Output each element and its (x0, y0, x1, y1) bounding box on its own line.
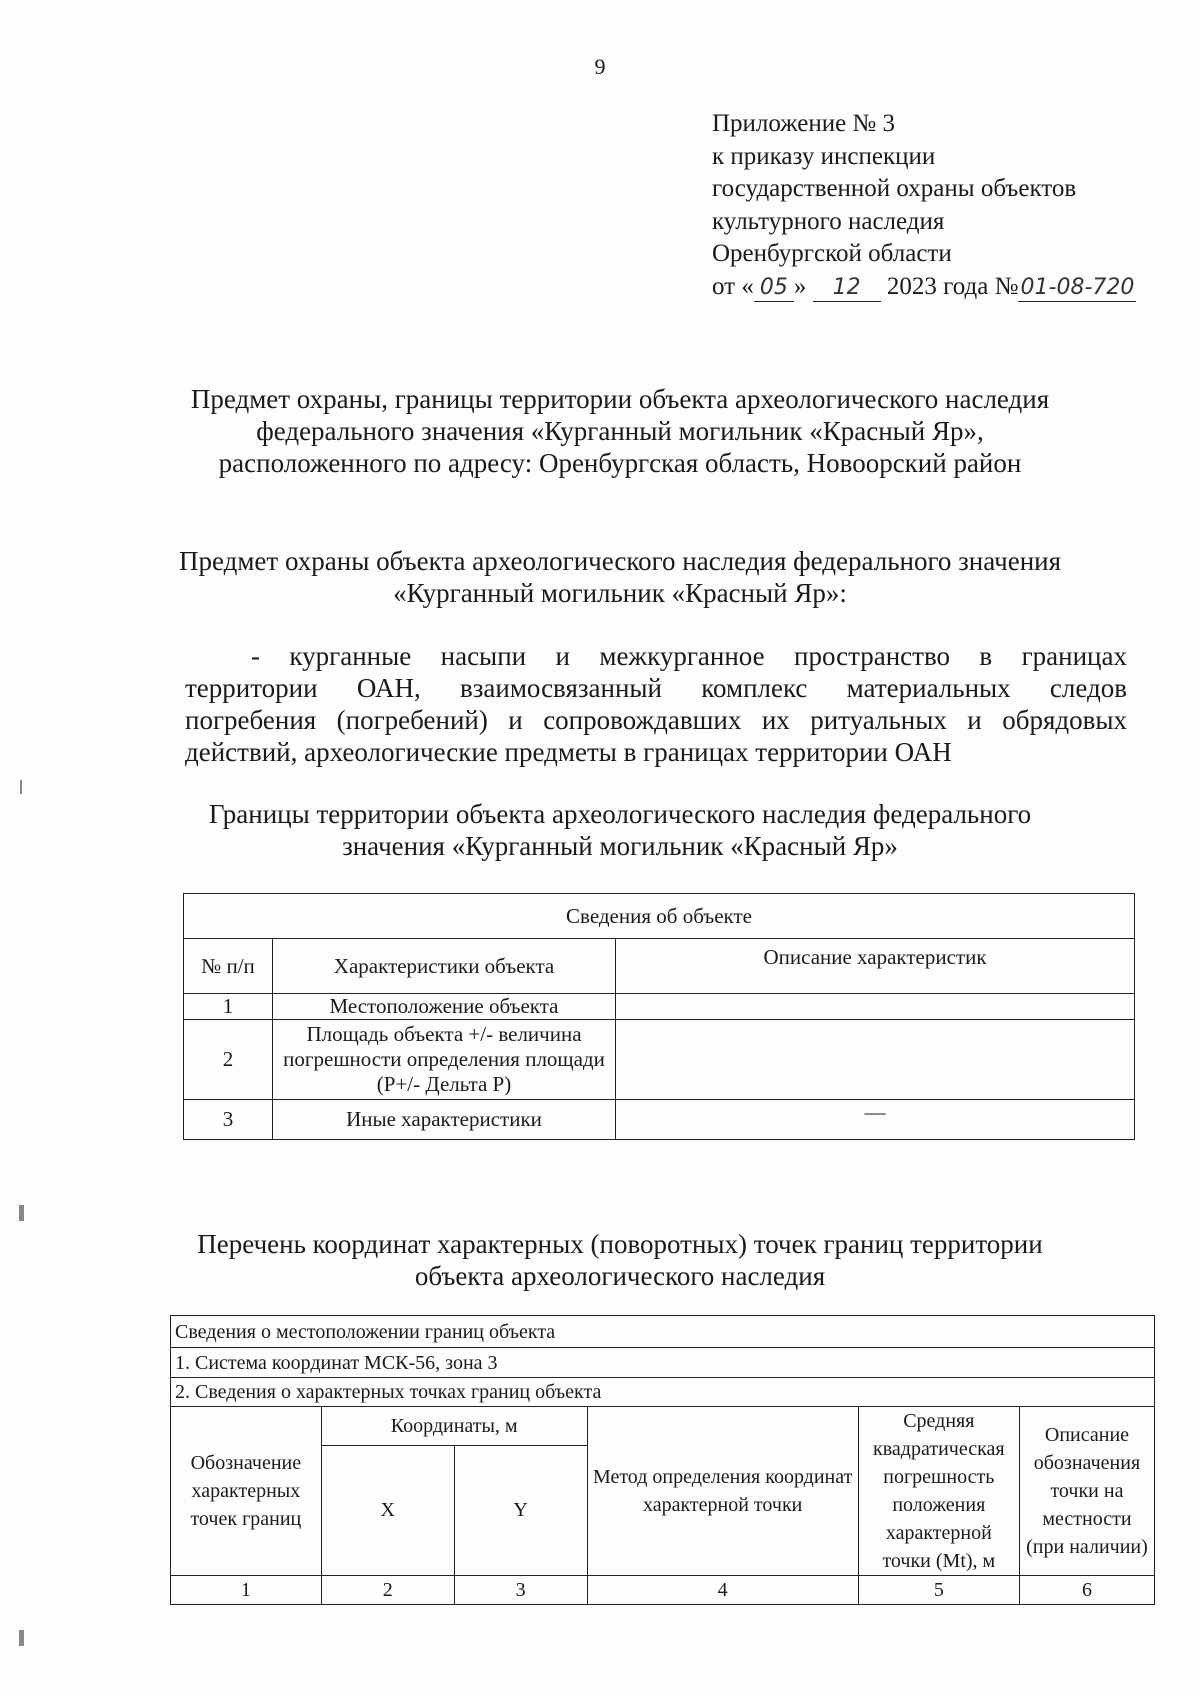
table-cell: 2 (321, 1576, 454, 1605)
appendix-line: Оренбургской области (712, 240, 952, 267)
header-cell: Описание обозначения точки на местности (при наличии) (1019, 1407, 1154, 1576)
appendix-line: культурного наследия (712, 207, 945, 235)
coords-row: 1. Система координат МСК-56, зона 3 (171, 1348, 1155, 1378)
header-cell: Координаты, м (321, 1407, 587, 1446)
order-day: 05 (754, 275, 794, 302)
order-number: 01-08-720 (1018, 275, 1136, 302)
coords-row: Сведения о местоположении границ объекта (171, 1316, 1155, 1348)
table-cell: Площадь объекта +/- величина погрешности определения площади (P+/- Дельта P) (273, 1020, 616, 1100)
subject-paragraph: - курганные насыпи и межкурганное пространство в границах территории ОАН, взаимосвязанный комплекс материальных следов погребения (погребений) и сопровождавших их ритуальных и обрядовых действий, археологические предметы в границах территории ОАН (185, 641, 1127, 767)
main-title: Предмет охраны, границы территории объекта археологического наследия федерального значения «Курганный могильник «Красный Яр», расположенного по адресу: Оренбургская область, Новоорский район (190, 384, 1050, 478)
table-cell: Местоположение объекта (273, 994, 616, 1020)
table-cell: 1 (171, 1576, 322, 1605)
header-cell: Описание характеристик (616, 939, 1135, 994)
page-number: 9 (594, 54, 606, 79)
object-table (183, 893, 1135, 1140)
table-cell (616, 1020, 1135, 1100)
borders-title: Границы территории объекта археологического наследия федерального значения «Курганный могильник «Красный Яр» (208, 799, 1032, 861)
appendix-block (712, 108, 1136, 303)
order-month: 12 (813, 275, 881, 302)
table-cell: 4 (587, 1576, 858, 1605)
coords-table (170, 1315, 1155, 1605)
scan-mark (19, 1205, 24, 1221)
header-cell: Средняя квадратическая погрешность положения характерной точки (Mt), м (858, 1407, 1019, 1576)
table-cell: Иные характеристики (273, 1100, 616, 1140)
table-cell: 3 (454, 1576, 587, 1605)
appendix-line: к приказу инспекции (712, 142, 936, 170)
header-cell: Y (454, 1445, 587, 1576)
coords-title: Перечень координат характерных (поворотных) точек границ территории объекта археологического наследия (197, 1229, 1043, 1291)
table-cell (616, 994, 1135, 1020)
appendix-line: Приложение № 3 (712, 110, 896, 137)
header-cell: Характеристики объекта (273, 939, 616, 994)
header-cell: № п/п (184, 939, 273, 994)
table-cell: — (616, 1100, 1135, 1140)
header-cell: X (321, 1445, 454, 1576)
scan-mark (19, 1630, 24, 1646)
order-date-line: от « 05 » 12 2023 года №01-08-720 (712, 271, 1136, 304)
coords-row: 2. Сведения о характерных точках границ объекта (171, 1378, 1155, 1407)
subject-title: Предмет охраны объекта археологического наследия федерального значения «Курганный могильник «Красный Яр»: (178, 546, 1062, 608)
table-cell: 1 (184, 994, 273, 1020)
scan-mark (20, 780, 22, 794)
header-cell: Метод определения координат характерной точки (587, 1407, 858, 1576)
table-cell: 2 (184, 1020, 273, 1100)
header-cell: Обозначение характерных точек границ (171, 1407, 322, 1576)
appendix-line: государственной охраны объектов (712, 175, 1077, 202)
object-table-caption: Сведения об объекте (184, 894, 1135, 939)
table-cell: 5 (858, 1576, 1019, 1605)
table-cell: 3 (184, 1100, 273, 1140)
table-cell: 6 (1019, 1576, 1154, 1605)
